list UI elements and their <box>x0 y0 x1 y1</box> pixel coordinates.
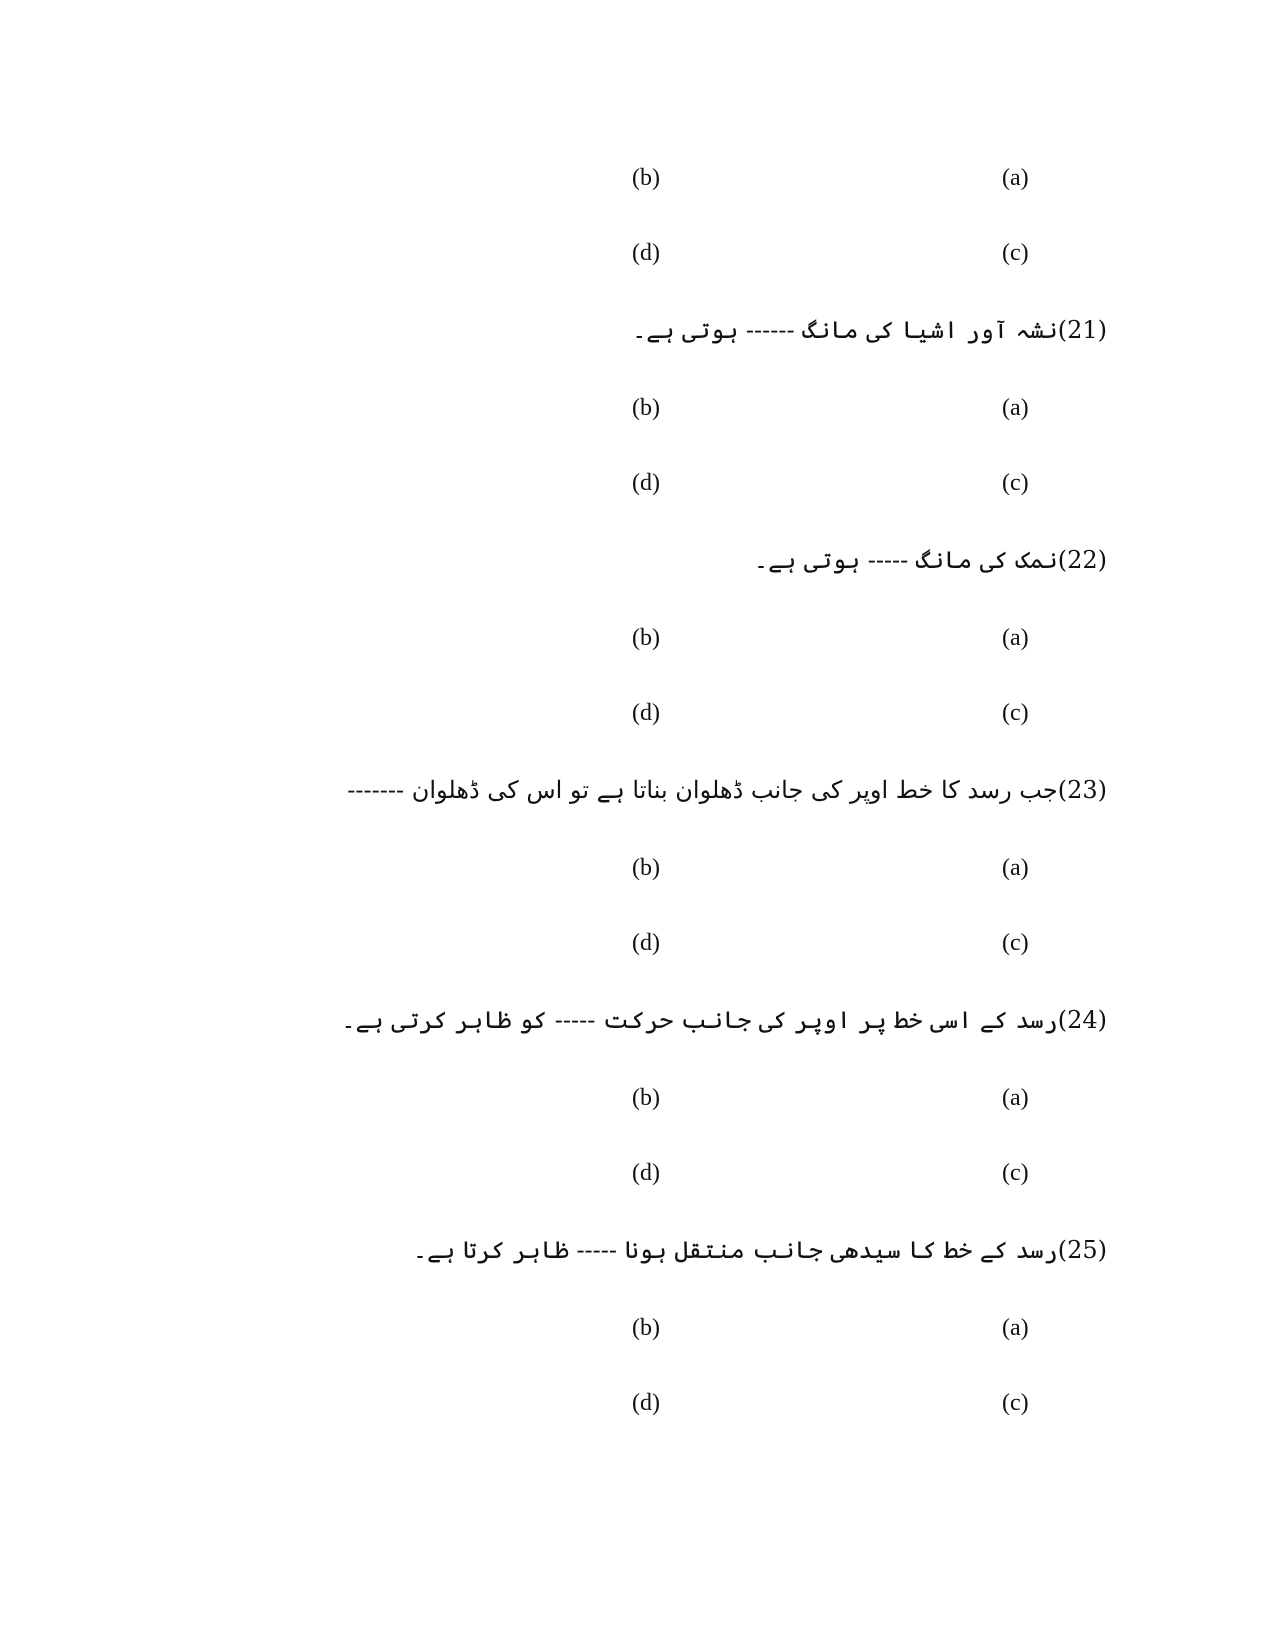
option-marker: (a) <box>1002 165 1029 191</box>
option-marker: (d) <box>632 1160 660 1186</box>
option-marker: (a) <box>1002 1085 1029 1111</box>
question-text: (21)نشہ آور اشیا کی مانگ ------ ہوتی ہے۔ <box>632 316 1107 344</box>
option-marker: (d) <box>632 930 660 956</box>
option-marker: (b) <box>632 1085 660 1111</box>
option-marker: (c) <box>1002 700 1029 726</box>
option-marker: (a) <box>1002 395 1029 421</box>
option-marker: (d) <box>632 470 660 496</box>
option-marker: (d) <box>632 240 660 266</box>
option-marker: (b) <box>632 625 660 651</box>
option-marker: (c) <box>1002 240 1029 266</box>
option-marker: (d) <box>632 700 660 726</box>
option-marker: (b) <box>632 1315 660 1341</box>
option-marker: (b) <box>632 395 660 421</box>
option-marker: (a) <box>1002 625 1029 651</box>
question-text: (24)رسد کے اسی خط پر اوپر کی جانب حرکت ----- کو ظاہر کرتی ہے۔ <box>341 1006 1107 1034</box>
option-marker: (d) <box>632 1390 660 1416</box>
question-text: (25)رسد کے خط کا سیدھی جانب منتقل ہونا ----- ظاہر کرتا ہے۔ <box>412 1236 1107 1264</box>
option-marker: (c) <box>1002 1160 1029 1186</box>
option-marker: (a) <box>1002 855 1029 881</box>
option-marker: (a) <box>1002 1315 1029 1341</box>
option-marker: (c) <box>1002 470 1029 496</box>
option-marker: (c) <box>1002 1390 1029 1416</box>
option-marker: (b) <box>632 165 660 191</box>
option-marker: (c) <box>1002 930 1029 956</box>
question-text: (22)نمک کی مانگ ----- ہوتی ہے۔ <box>754 546 1107 574</box>
option-marker: (b) <box>632 855 660 881</box>
question-text: (23)جب رسد کا خط اوپر کی جانب ڈھلوان بناتا ہے تو اس کی ڈھلوان ------- <box>347 776 1107 804</box>
